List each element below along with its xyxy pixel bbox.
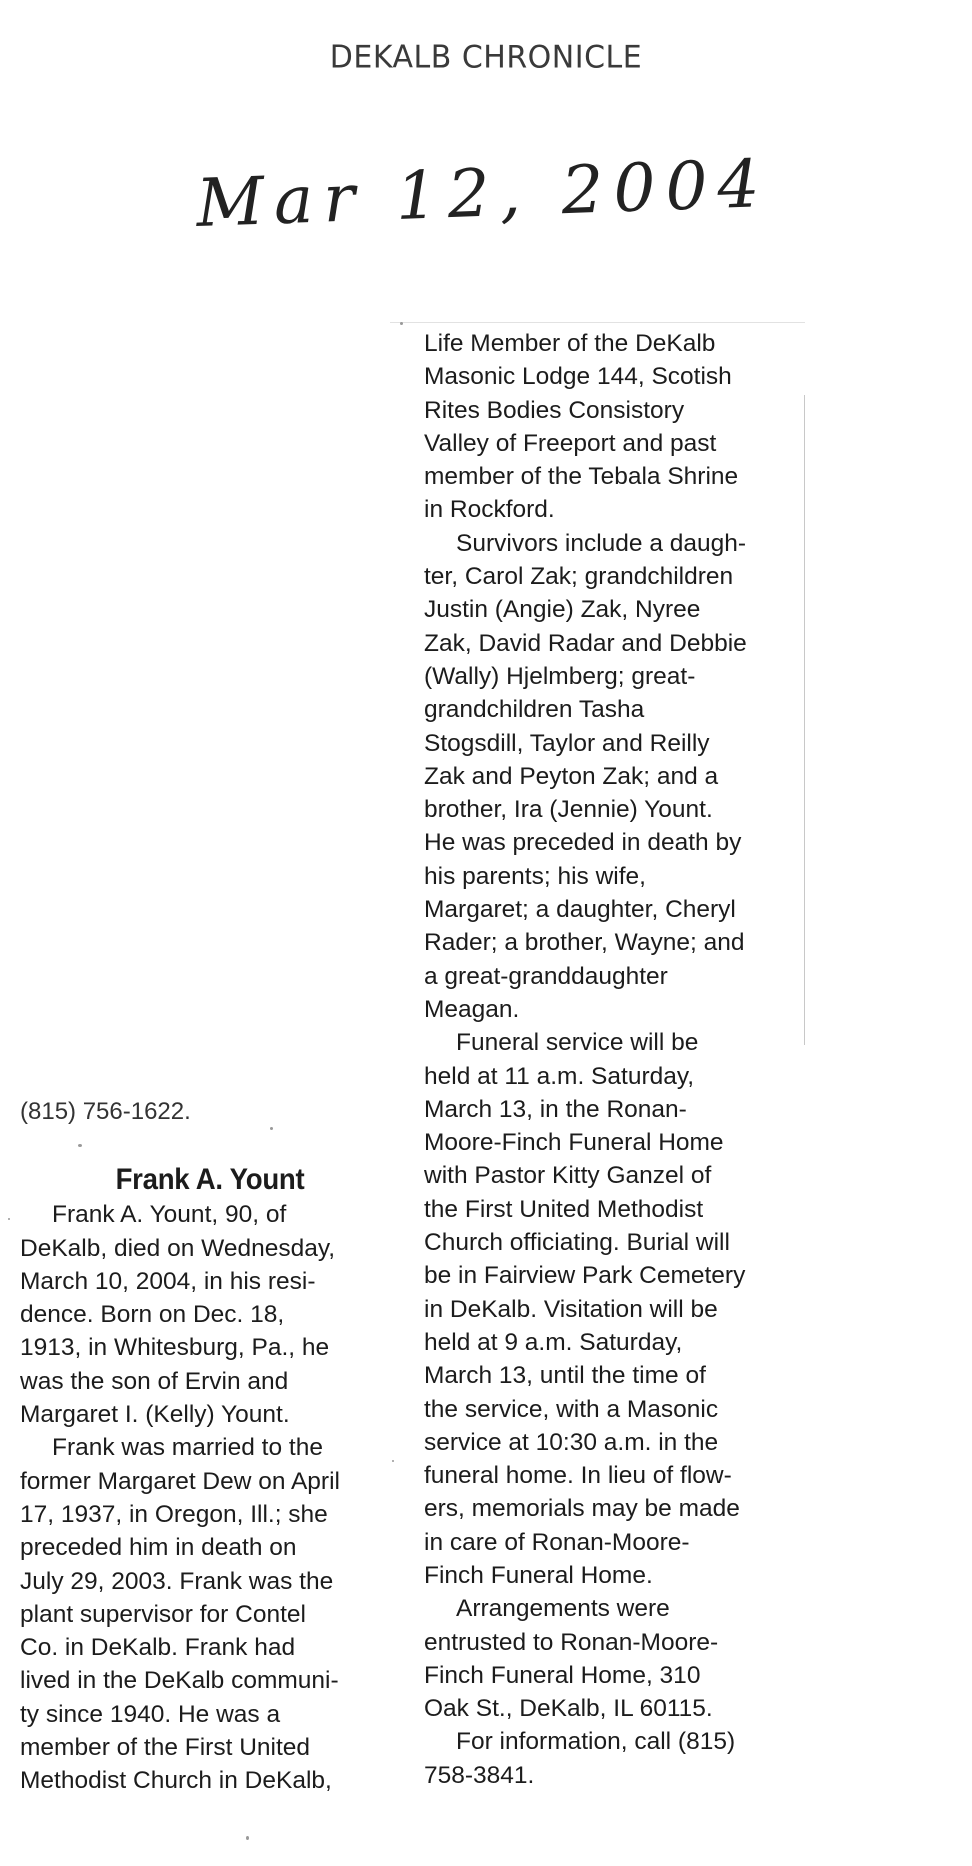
obituary-line: Rites Bodies Consistory [424, 396, 685, 424]
scan-speck [400, 322, 403, 325]
obituary-line: DeKalb, died on Wednesday, [20, 1234, 336, 1262]
obituary-line: (Wally) Hjelmberg; great- [424, 662, 696, 690]
obituary-line: lived in the DeKalb communi- [20, 1667, 339, 1695]
obituary-line: in DeKalb. Visitation will be [424, 1295, 718, 1323]
obituary-line: a great-granddaughter [424, 962, 668, 990]
obituary-line: Zak and Peyton Zak; and a [424, 762, 719, 790]
handwritten-date: Mar 12, 2004 [195, 144, 771, 242]
obituary-line: plant supervisor for Contel [20, 1600, 306, 1628]
obituary-line: member of the Tebala Shrine [424, 463, 739, 491]
obituary-line: entrusted to Ronan-Moore- [424, 1628, 719, 1656]
obituary-line: Margaret I. (Kelly) Yount. [20, 1401, 290, 1429]
obituary-line: held at 9 a.m. Saturday, [424, 1328, 683, 1356]
obituary-line: Justin (Angie) Zak, Nyree [424, 596, 701, 624]
obituary-line: member of the First United [20, 1734, 311, 1762]
obituary-line: Methodist Church in DeKalb, [20, 1767, 332, 1795]
obituary-line: the First United Methodist [424, 1195, 704, 1223]
obituary-line: He was preceded in death by [424, 829, 742, 857]
obituary-line: be in Fairview Park Cemetery [424, 1262, 746, 1290]
obituary-line: Funeral service will be [456, 1029, 699, 1057]
obituary-line: Valley of Freeport and past [424, 429, 717, 457]
scan-speck [246, 1836, 249, 1840]
obituary-line: Finch Funeral Home, 310 [424, 1661, 701, 1689]
obituary-right-column [424, 327, 804, 1792]
obituary-line: ty since 1940. He was a [20, 1700, 281, 1728]
scan-speck [78, 1144, 82, 1147]
obituary-line: Life Member of the DeKalb [424, 330, 716, 357]
obituary-line: brother, Ira (Jennie) Yount. [424, 796, 713, 824]
obituary-line: For information, call (815) [456, 1728, 736, 1756]
obituary-line: 17, 1937, in Oregon, Ill.; she [20, 1500, 328, 1528]
obituary-line: held at 11 a.m. Saturday, [424, 1062, 695, 1090]
obituary-line: Co. in DeKalb. Frank had [20, 1634, 296, 1662]
obituary-line: preceded him in death on [20, 1534, 297, 1562]
obituary-line: Survivors include a daugh- [456, 529, 747, 557]
obituary-line: Margaret; a daughter, Cheryl [424, 896, 736, 924]
obituary-line: Zak, David Radar and Debbie [424, 629, 747, 657]
obituary-line: dence. Born on Dec. 18, [20, 1301, 285, 1329]
obituary-line: ter, Carol Zak; grandchildren [424, 563, 734, 591]
clipping-edge-right [804, 395, 805, 1045]
obituary-line: former Margaret Dew on April [20, 1467, 340, 1495]
obituary-left-body [20, 1198, 400, 1797]
obituary-line: Masonic Lodge 144, Scotish [424, 363, 732, 391]
obituary-line: 758-3841. [424, 1761, 535, 1789]
obituary-line: 1913, in Whitesburg, Pa., he [20, 1334, 330, 1362]
clipping-edge-top [390, 322, 805, 323]
obituary-line: July 29, 2003. Frank was the [20, 1567, 334, 1595]
obituary-line: March 13, until the time of [424, 1362, 706, 1390]
obituary-line: the service, with a Masonic [424, 1395, 719, 1423]
scan-speck [270, 1127, 273, 1130]
obituary-line: March 10, 2004, in his resi- [20, 1267, 316, 1295]
obituary-line: Frank A. Yount, 90, of [52, 1201, 287, 1229]
obituary-line: Finch Funeral Home. [424, 1561, 653, 1589]
obituary-right-body [424, 327, 804, 1792]
newspaper-masthead: DEKALB CHRONICLE [329, 39, 643, 76]
obituary-line: Meagan. [424, 995, 520, 1023]
obituary-line: in care of Ronan-Moore- [424, 1528, 690, 1556]
obituary-line: Arrangements were [456, 1595, 670, 1623]
obituary-line: Church officiating. Burial will [424, 1229, 730, 1257]
obituary-line: funeral home. In lieu of flow- [424, 1462, 732, 1490]
obituary-line: with Pastor Kitty Ganzel of [424, 1162, 712, 1190]
obituary-line: his parents; his wife, [424, 862, 646, 890]
obituary-line: Moore-Finch Funeral Home [424, 1129, 724, 1157]
obituary-line: was the son of Ervin and [20, 1367, 289, 1395]
scan-speck [8, 1218, 10, 1220]
obituary-left-column [20, 1163, 400, 1798]
obituary-line: Frank was married to the [52, 1434, 323, 1462]
cutoff-text-line: (815) 756-1622. [20, 1098, 191, 1125]
obituary-line: Oak St., DeKalb, IL 60115. [424, 1695, 713, 1723]
obituary-headline: Frank A. Yount [115, 1163, 305, 1196]
obituary-line: ers, memorials may be made [424, 1495, 740, 1523]
obituary-line: Stogsdill, Taylor and Reilly [424, 729, 710, 757]
obituary-line: grandchildren Tasha [424, 696, 645, 724]
obituary-line: March 13, in the Ronan- [424, 1095, 687, 1123]
obituary-line: in Rockford. [424, 496, 555, 524]
scan-speck [392, 1460, 394, 1462]
obituary-line: Rader; a brother, Wayne; and [424, 929, 745, 957]
obituary-line: service at 10:30 a.m. in the [424, 1428, 719, 1456]
